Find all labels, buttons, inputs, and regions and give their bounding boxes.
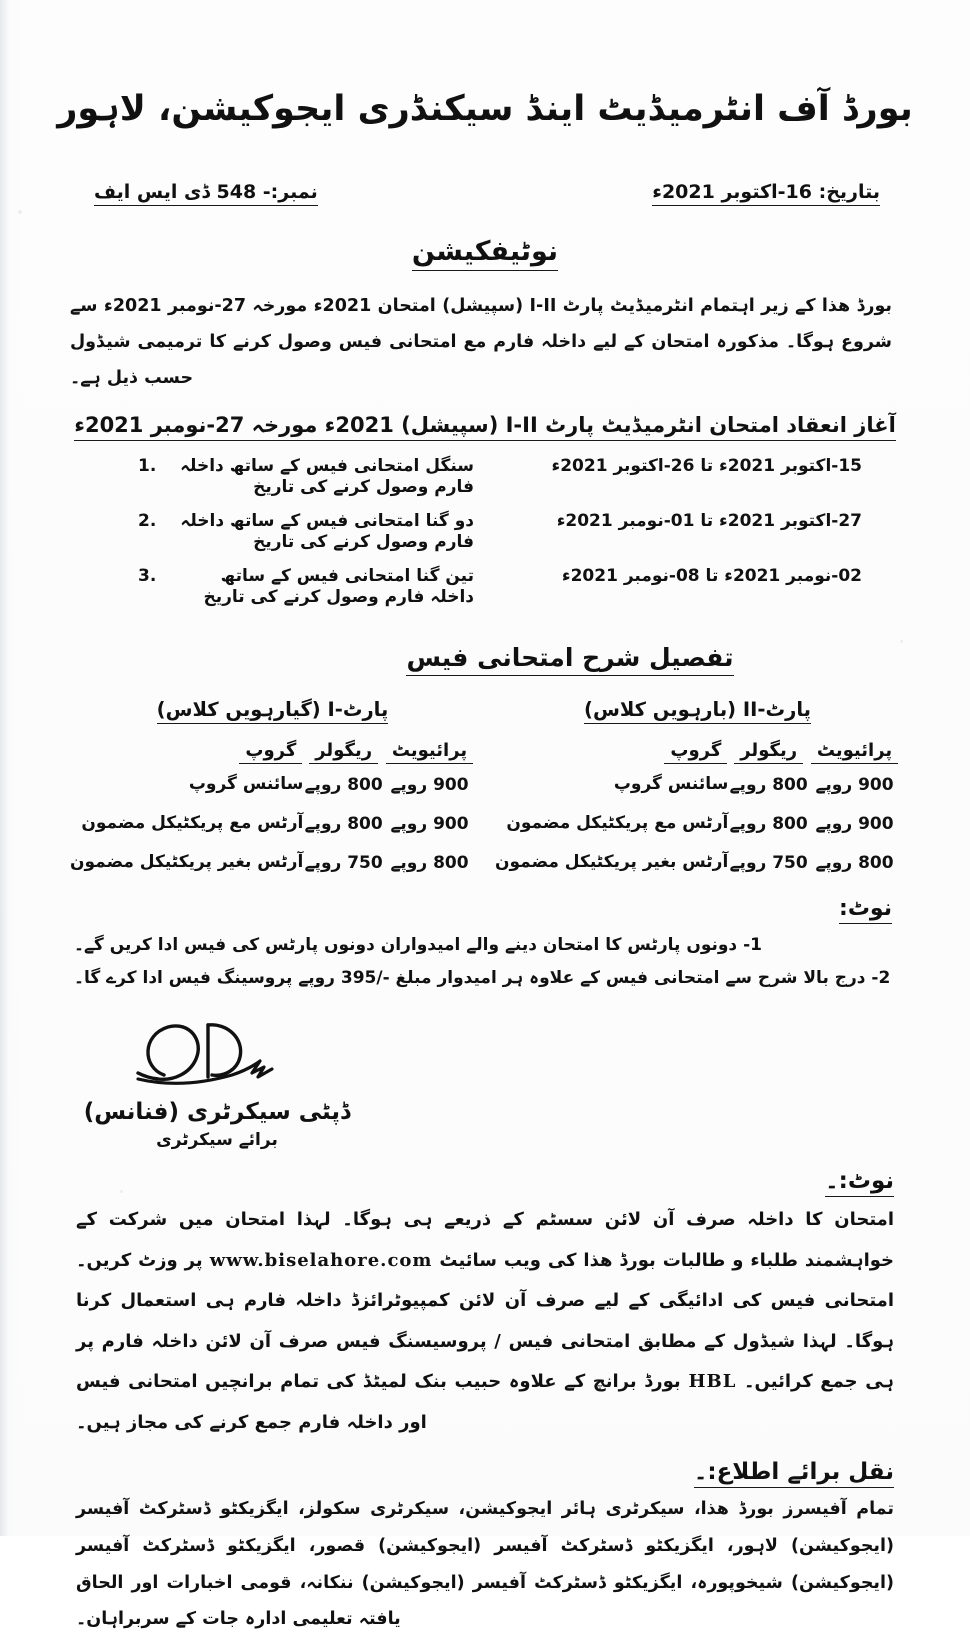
table-row	[495, 765, 900, 804]
footer-note-heading-text: نوٹ:۔	[825, 1168, 894, 1197]
footer-note	[52, 1168, 918, 1443]
schedule-label: تین گنا امتحانی فیس کے ساتھ داخلہ فارم وصول کرنے کی تاریخ	[203, 565, 474, 607]
signatory-title: ڈپٹی سیکرٹری (فنانس)	[83, 1099, 351, 1126]
schedule-row	[138, 455, 862, 497]
fee-note-line-2: 2- درج بالا شرح سے امتحانی فیس کے علاوہ ہر امیدوار مبلغ -/395 روپے پروسینگ فیس ادا کرے گا۔	[74, 968, 891, 989]
cell-group: سائنس گروپ	[188, 774, 304, 795]
exam-start-text: آغاز انعقاد امتحان انٹرمیڈیٹ پارٹ I-II (سپیشل) 2021ء مورخہ 27-نومبر 2021ء	[74, 413, 896, 441]
schedule-list	[52, 455, 918, 607]
column-header-group: گروپ	[70, 739, 303, 765]
cell-private: 900 روپے	[390, 774, 469, 795]
signatory-subtitle: برائے سیکرٹری	[156, 1130, 278, 1151]
fee-notes-heading	[74, 896, 892, 921]
table-row	[70, 765, 475, 804]
table-row	[495, 804, 900, 843]
schedule-number: 1.	[138, 455, 157, 476]
cell-group: سائنس گروپ	[613, 774, 729, 795]
notification-body: بورڈ ھذا کے زیر اہتمام انٹرمیڈیٹ پارٹ I-II (سپیشل) امتحان 2021ء مورخہ 27-نومبر 2021ء سے شروع ہوگا۔ مذکورہ امتحان کے لیے داخلہ فارم مع امتحانی فیس وصول کرنے کا ترمیمی شیڈول حسب ذیل ہے۔	[70, 296, 892, 388]
fee-table-part1-caption	[70, 698, 475, 721]
fee-table-part2-grid	[495, 739, 900, 882]
distribution-text: تمام آفیسرز بورڈ ھذا، سیکرٹری ہائر ایجوکیشن، سیکرٹری سکولز، ایگزیکٹو ڈسٹرکٹ آفیسر (ایجوکیشن) لاہور، ایگزیکٹو ڈسٹرکٹ آفیسر (ایجوکیشن) قصور، ایگزیکٹو ڈسٹرکٹ آفیسر (ایجوکیشن) شیخوپورہ، ایگزیکٹو ڈسٹرکٹ آفیسر (ایجوکیشن) ننکانہ، قومی اخبارات اور الحاق یافتہ تعلیمی ادارہ جات کے سربراہان۔	[76, 1499, 894, 1630]
fee-note-line-1: 1- دونوں پارٹس کا امتحان دینے والے امیدواران دونوں پارٹس کی فیس ادا کریں گے۔	[74, 934, 762, 955]
fee-table-part1-grid	[70, 739, 475, 882]
signature-block	[52, 1017, 382, 1150]
table-row	[495, 843, 900, 882]
column-header-regular: ریگولر	[728, 739, 809, 765]
fee-notes-heading-text: نوٹ:	[839, 896, 892, 924]
column-header-private: پرائیویٹ	[809, 739, 900, 765]
notification-date: بتاریخ: 16-اکتوبر 2021ء	[652, 181, 880, 206]
bank-name: HBL	[688, 1371, 737, 1393]
document-meta-row	[52, 181, 918, 206]
fee-table-part2-caption-text: پارٹ-II (بارہویں کلاس)	[584, 698, 811, 724]
cell-private: 900 روپے	[390, 813, 469, 834]
cell-group: آرٹس بغیر پریکٹیکل مضمون	[495, 852, 729, 873]
table-row	[70, 804, 475, 843]
schedule-label: دو گنا امتحانی فیس کے ساتھ داخلہ فارم وصول کرنے کی تاریخ	[180, 510, 474, 552]
distribution-block	[52, 1459, 918, 1638]
schedule-row	[138, 565, 862, 607]
notification-heading	[52, 236, 918, 267]
footer-note-part-b: پر وزٹ کریں۔ امتحانی فیس کی ادائیگی کے لیے صرف آن لائن کمپیوٹرائزڈ داخلہ فارم ہی استعمال کرنا ہوگا۔ لہذا شیڈول کے مطابق امتحانی فیس / پروسیسنگ فیس صرف آن لائن داخلہ فارم پر ہی جمع کرائیں۔	[76, 1249, 894, 1393]
footer-note-part-c: بورڈ برانچ کے علاوہ حبیب بنک لمیٹڈ کی تمام برانچیں امتحانی فیس اور داخلہ فارم جمع کرنے کی مجاز ہیں۔	[76, 1371, 681, 1433]
cell-regular: 800 روپے	[304, 813, 383, 834]
cell-private: 800 روپے	[390, 852, 469, 873]
handwritten-signature	[112, 1017, 322, 1103]
table-row	[70, 843, 475, 882]
schedule-dates: 02-نومبر 2021ء تا 08-نومبر 2021ء	[561, 565, 862, 586]
cell-regular: 750 روپے	[304, 852, 383, 873]
cell-private: 800 روپے	[815, 852, 894, 873]
board-title: بورڈ آف انٹرمیڈیٹ اینڈ سیکنڈری ایجوکیشن، لاہور	[57, 89, 913, 129]
cell-regular: 800 روپے	[729, 813, 808, 834]
schedule-label: سنگل امتحانی فیس کے ساتھ داخلہ فارم وصول کرنے کی تاریخ	[180, 455, 474, 497]
fee-table-part2-caption	[495, 698, 900, 721]
cell-regular: 800 روپے	[304, 774, 383, 795]
column-header-private: پرائیویٹ	[384, 739, 475, 765]
cell-group: آرٹس مع پریکٹیکل مضمون	[506, 813, 729, 834]
notification-number: نمبر:- 548 ڈی ایس ایف	[94, 181, 318, 206]
cell-group: آرٹس مع پریکٹیکل مضمون	[81, 813, 304, 834]
exam-start-heading	[52, 413, 918, 437]
column-header-group: گروپ	[495, 739, 728, 765]
cell-group: آرٹس بغیر پریکٹیکل مضمون	[70, 852, 304, 873]
footer-note-part-a: امتحان کا داخلہ صرف آن لائن سسٹم کے ذریعے ہی ہوگا۔ لہذا امتحان میں شرکت کے خواہشمند طلباء و طالبات بورڈ ھذا کی ویب سائیٹ	[76, 1209, 894, 1271]
distribution-heading	[76, 1459, 894, 1485]
fee-table-part2	[495, 698, 900, 882]
table-header-row	[70, 739, 475, 765]
schedule-dates: 15-اکتوبر 2021ء تا 26-اکتوبر 2021ء	[551, 455, 862, 476]
board-website: www.biselahore.com	[209, 1249, 433, 1271]
schedule-row	[138, 510, 862, 552]
fee-tables	[52, 698, 918, 882]
column-header-regular: ریگولر	[303, 739, 384, 765]
distribution-heading-text: نقل برائے اطلاع:۔	[694, 1459, 894, 1488]
cell-regular: 800 روپے	[729, 774, 808, 795]
schedule-number: 3.	[138, 565, 157, 586]
cell-private: 900 روپے	[815, 774, 894, 795]
fee-notes	[52, 896, 918, 995]
scan-artifact	[18, 210, 22, 214]
fee-section-title-text: تفصیل شرح امتحانی فیس	[406, 643, 733, 676]
footer-note-text	[76, 1200, 894, 1443]
notification-heading-text: نوٹیفکیشن	[412, 236, 558, 271]
fee-table-part1-caption-text: پارٹ-I (گیارہویں کلاس)	[157, 698, 389, 724]
fee-section-title	[52, 643, 918, 672]
fee-table-part1	[70, 698, 475, 882]
schedule-dates: 27-اکتوبر 2021ء تا 01-نومبر 2021ء	[556, 510, 862, 531]
table-header-row	[495, 739, 900, 765]
cell-private: 900 روپے	[815, 813, 894, 834]
schedule-number: 2.	[138, 510, 157, 531]
cell-regular: 750 روپے	[729, 852, 808, 873]
footer-note-heading	[76, 1168, 894, 1194]
